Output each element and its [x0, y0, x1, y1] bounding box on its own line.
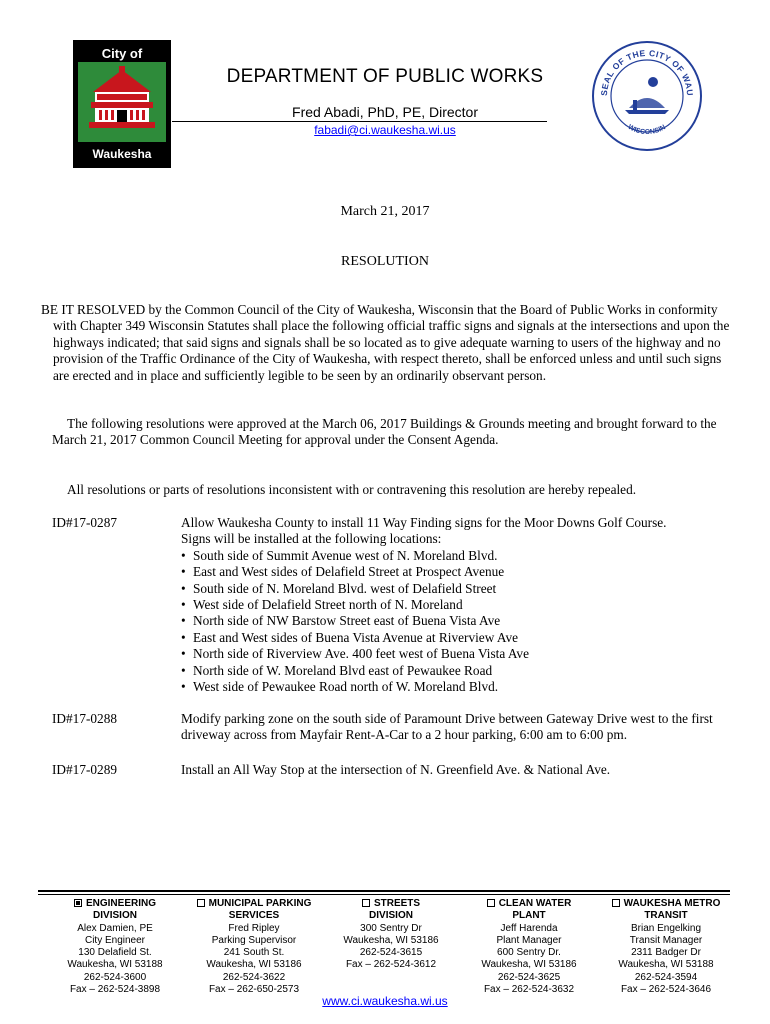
item-description: Modify parking zone on the south side of Paramount Drive between Gateway Drive west to the first driveway across from Mayfair Rent-A-Car to a 2 hour parking, 6:00 am to 6:00 pm.	[181, 711, 713, 743]
column-heading: ENGINEERING	[85, 898, 156, 909]
list-item: • East and West sides of Delafield Street at Prospect Avenue	[181, 564, 731, 580]
svg-text:WISCONSIN	[627, 124, 667, 136]
contact-line: Waukesha, WI 53188	[618, 959, 714, 971]
list-item: • North side of Riverview Ave. 400 feet west of Buena Vista Ave	[181, 646, 731, 662]
column-subheading: PLANT	[512, 910, 546, 922]
contact-line: Fax – 262-524-3612	[345, 959, 437, 971]
resolution-intro: BE IT RESOLVED by the Common Council of the City of Waukesha, Wisconsin that the Board of Public Works in conformity with Chapter 349 Wisconsin Statutes shall place the following official traffic signs and signals at the intersections and upon the highways indicated; that said signs and signals shall be so located as to give adequate warning to users of the highway and no provision of the Traffic Ordinance of the City of Waukesha, with respect thereto, shall be enforced unless and until such signs are erected and in place and sufficiently legible to be seen by an ordinarily observant person.	[41, 302, 730, 383]
list-item: • West side of Delafield Street north of N. Moreland	[181, 597, 731, 613]
footer-divider-thin	[38, 894, 730, 895]
contact-line: Jeff Harenda	[500, 922, 558, 934]
resolution-title: RESOLUTION	[341, 254, 429, 269]
checkbox-unchecked	[197, 899, 205, 907]
city-logo	[73, 40, 171, 168]
column-subheading: DIVISION	[369, 910, 413, 922]
contact-line: 262-524-3625	[497, 971, 561, 983]
column-subheading: TRANSIT	[644, 910, 688, 922]
list-item: • North side of W. Moreland Blvd east of Pewaukee Road	[181, 663, 731, 679]
contact-line: 600 Sentry Dr.	[497, 947, 561, 959]
document-date: March 21, 2017	[340, 204, 430, 219]
contact-line: Waukesha, WI 53186	[481, 959, 577, 971]
column-heading: MUNICIPAL PARKING	[208, 898, 312, 909]
contact-line: 262-524-3615	[359, 947, 423, 959]
contact-line: Alex Damien, PE	[77, 922, 153, 934]
list-item: • East and West sides of Buena Vista Avenue at Riverview Ave	[181, 630, 731, 646]
contact-line: Fax – 262-650-2573	[208, 984, 300, 996]
item-text: Allow Waukesha County to install 11 Way Finding signs for the Moor Downs Golf Course.	[181, 515, 667, 530]
item-subtext: Signs will be installed at the following locations:	[181, 531, 442, 547]
contact-line: 2311 Badger Dr	[631, 947, 701, 959]
item-description	[181, 515, 731, 695]
footer-column-transit	[596, 898, 736, 996]
item-id: ID#17-0289	[52, 762, 117, 777]
checkbox-checked	[74, 899, 82, 907]
director-name: Fred Abadi, PhD, PE, Director	[292, 104, 478, 120]
list-item: • South side of Summit Avenue west of N. Moreland Blvd.	[181, 548, 731, 564]
list-item: • North side of NW Barstow Street east of Buena Vista Ave	[181, 613, 731, 629]
column-heading: WAUKESHA METRO	[623, 898, 721, 909]
column-heading: CLEAN WATER	[498, 898, 572, 909]
column-subheading: SERVICES	[228, 910, 280, 922]
item-id: ID#17-0288	[52, 711, 117, 726]
contact-line: 262-524-3600	[83, 971, 147, 983]
footer-divider	[38, 890, 730, 892]
director-email-link[interactable]: fabadi@ci.waukesha.wi.us	[314, 123, 456, 137]
checkbox-unchecked	[362, 899, 370, 907]
footer-column-clean-water	[464, 898, 594, 996]
location-list	[181, 548, 731, 696]
contact-line: 130 Delafield St.	[78, 947, 152, 959]
column-subheading: DIVISION	[93, 910, 137, 922]
item-id: ID#17-0287	[52, 515, 117, 530]
footer-column-parking	[189, 898, 319, 996]
website-link[interactable]: www.ci.waukesha.wi.us	[322, 994, 448, 1008]
contact-line: Transit Manager	[629, 934, 703, 946]
svg-text:SEAL OF THE CITY OF WAUKESHA	[589, 38, 695, 96]
contact-line: Waukesha, WI 53186	[343, 934, 439, 946]
contact-line: Fax – 262-524-3646	[620, 984, 712, 996]
list-item: • West side of Pewaukee Road north of W. Moreland Blvd.	[181, 679, 731, 695]
checkbox-unchecked	[612, 899, 620, 907]
contact-line: 241 South St.	[223, 947, 285, 959]
logo-bottom-text: Waukesha	[92, 147, 152, 161]
header-divider	[172, 121, 547, 122]
repeal-paragraph: All resolutions or parts of resolutions inconsistent with or contravening this resolution are hereby repealed.	[67, 482, 637, 497]
contact-line: Parking Supervisor	[211, 934, 297, 946]
contact-line: Fax – 262-524-3898	[69, 984, 161, 996]
contact-line: Plant Manager	[496, 934, 562, 946]
item-description: Install an All Way Stop at the intersection of N. Greenfield Ave. & National Ave.	[181, 762, 611, 777]
footer-column-streets	[326, 898, 456, 972]
approval-paragraph: The following resolutions were approved at the March 06, 2017 Buildings & Grounds meeting and brought forward to the March 21, 2017 Common Council Meeting for approval under the Consent Agenda.	[52, 416, 717, 448]
contact-line: Waukesha, WI 53186	[206, 959, 302, 971]
contact-line: Waukesha, WI 53188	[67, 959, 163, 971]
city-seal	[589, 38, 705, 154]
contact-line: Brian Engelking	[630, 922, 702, 934]
logo-top-text: City of	[101, 46, 143, 61]
contact-line: Fax – 262-524-3632	[483, 984, 575, 996]
department-title: DEPARTMENT OF PUBLIC WORKS	[226, 66, 544, 87]
contact-line: 262-524-3622	[222, 971, 286, 983]
contact-line: City Engineer	[84, 934, 146, 946]
footer-column-engineering	[50, 898, 180, 996]
contact-line: 262-524-3594	[634, 971, 698, 983]
seal-text: SEAL OF THE CITY OF WAU	[598, 47, 696, 97]
seal-state-text: WISCONSIN	[626, 123, 667, 137]
contact-line: 300 Sentry Dr	[360, 922, 422, 934]
column-heading: STREETS	[373, 898, 421, 909]
checkbox-unchecked	[487, 899, 495, 907]
contact-line: Fred Ripley	[228, 922, 280, 934]
list-item: • South side of N. Moreland Blvd. west of Delafield Street	[181, 581, 731, 597]
